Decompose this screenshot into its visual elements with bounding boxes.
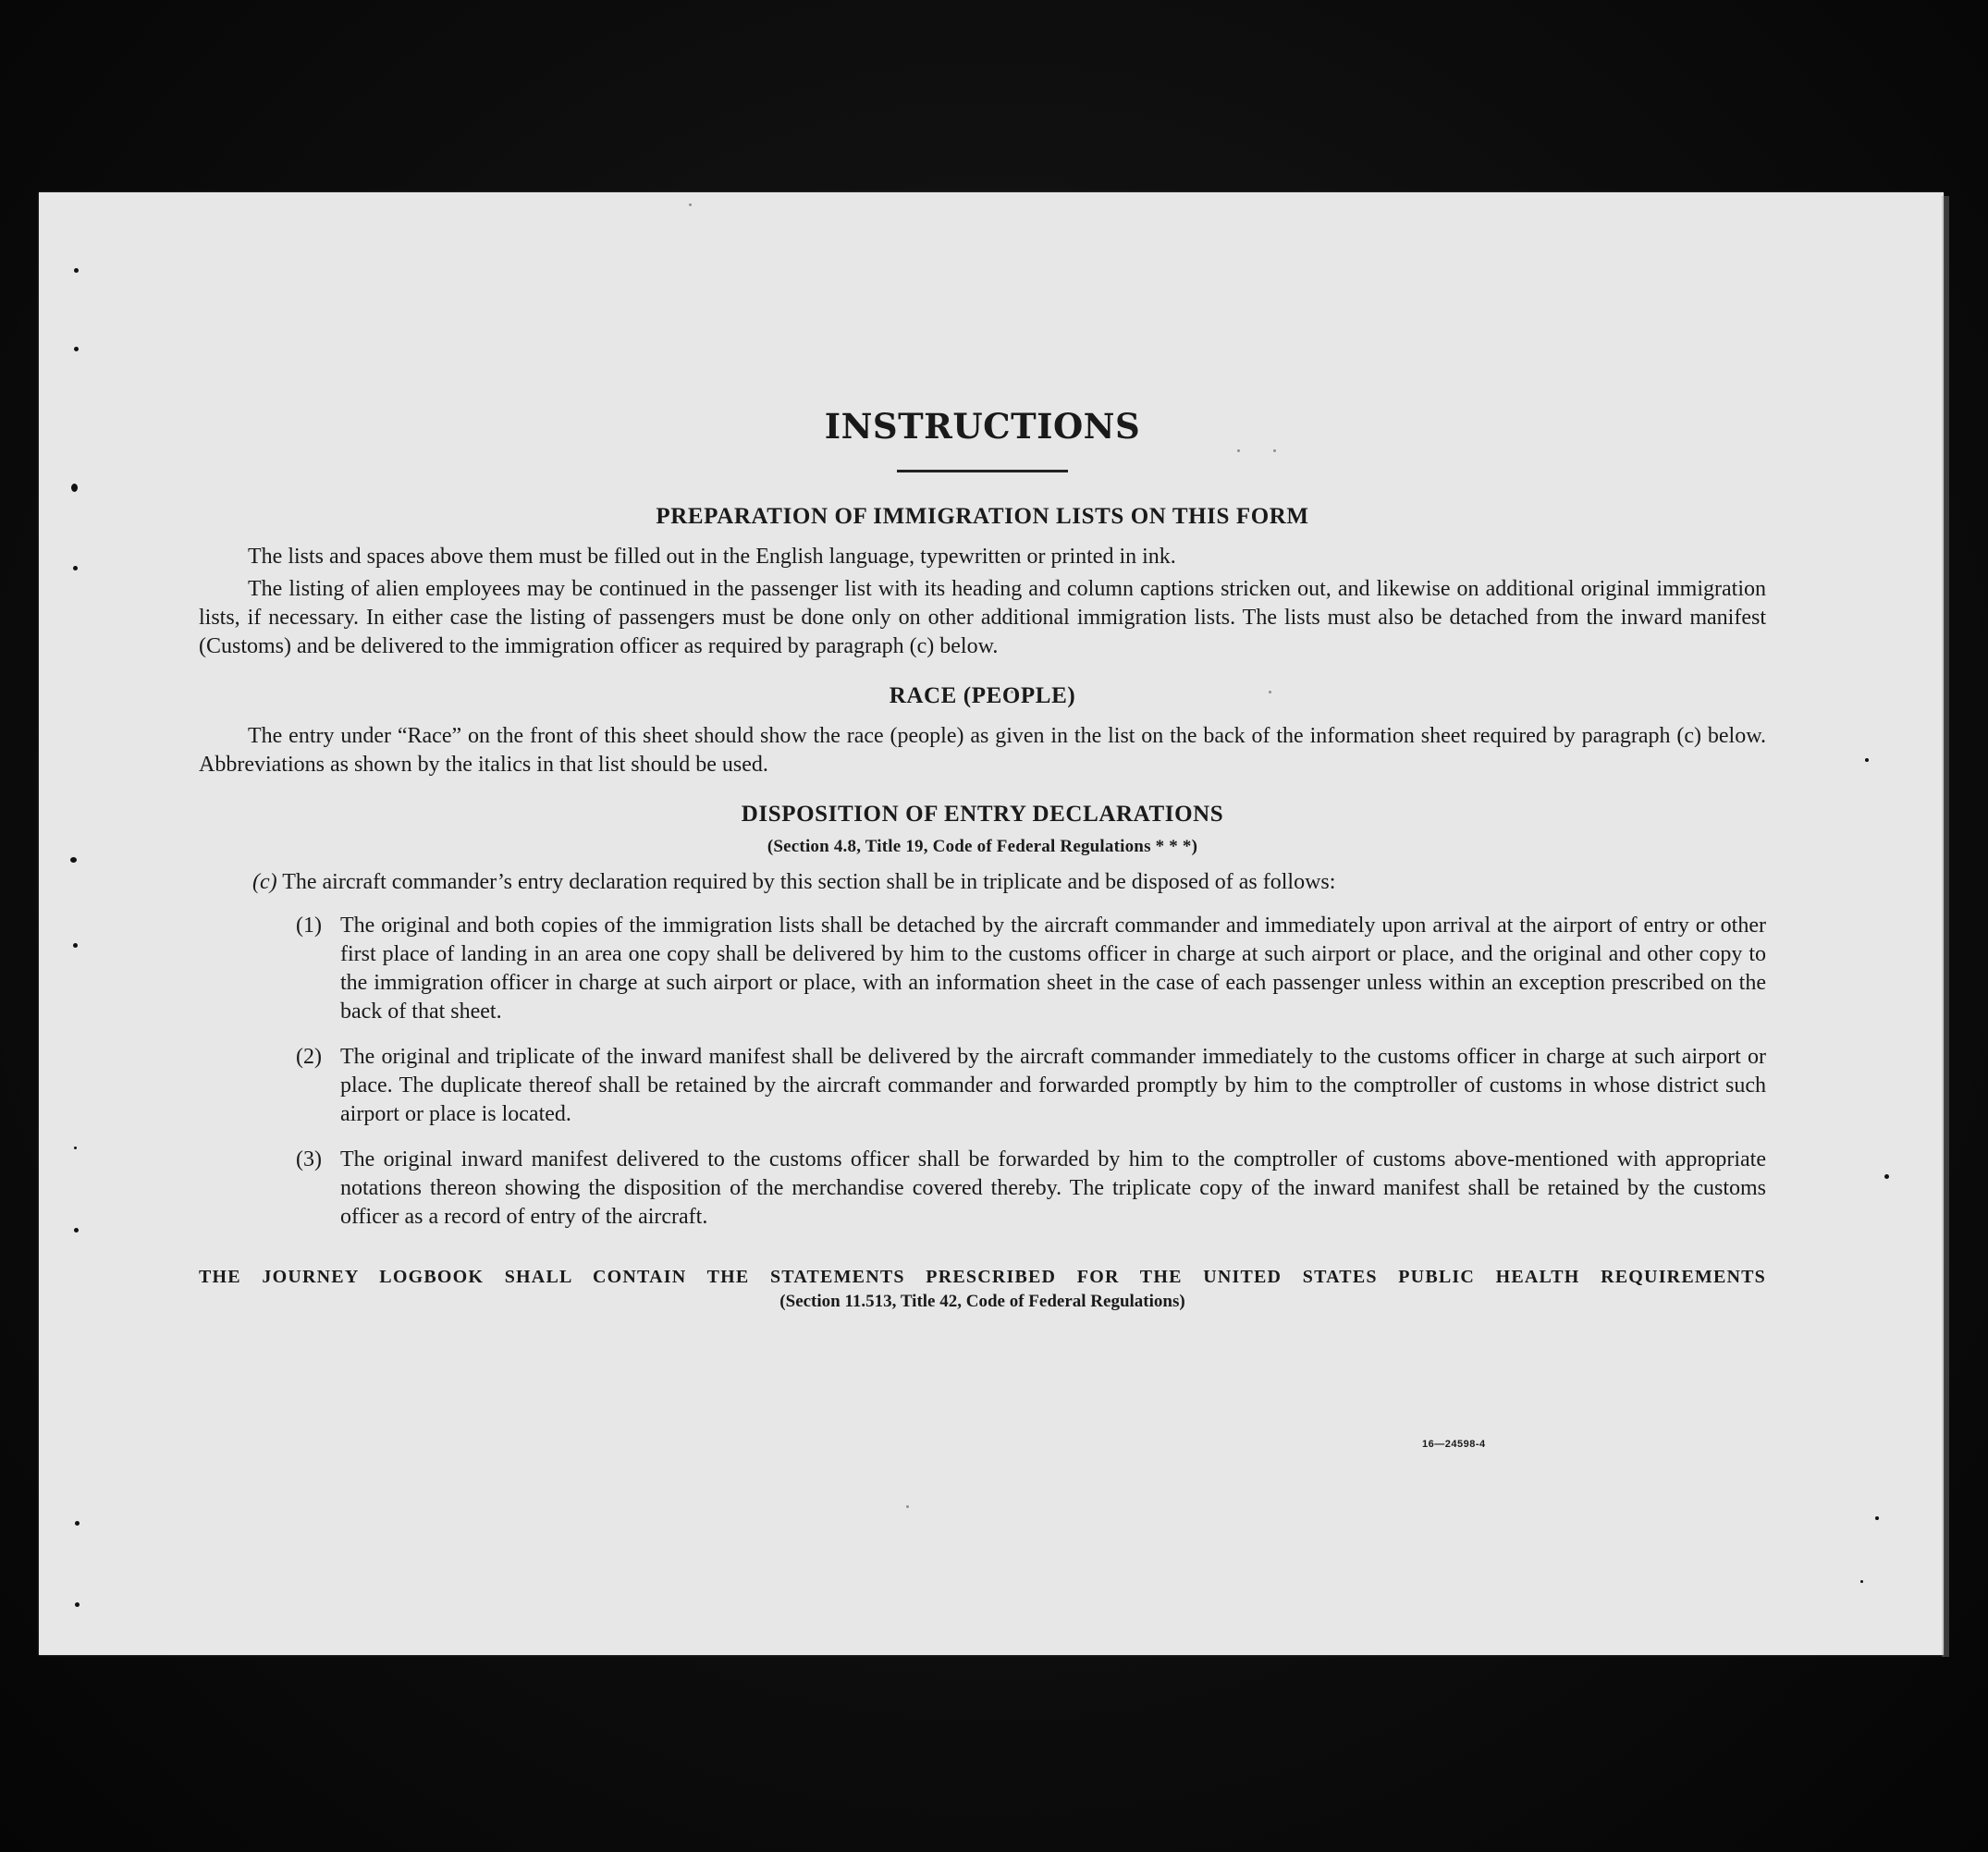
binder-hole [73,566,78,570]
health-statement: THE JOURNEY LOGBOOK SHALL CONTAIN THE STATEMENTS PRESCRIBED FOR THE UNITED STATES PUBLIC HEALTH REQUIREMENTS [199,1267,1766,1287]
paragraph-c-label: (c) [252,870,277,894]
preparation-heading: PREPARATION OF IMMIGRATION LISTS ON THIS FORM [656,504,1309,529]
paper-speck [906,1505,909,1508]
form-number: 16—24598-4 [1422,1439,1486,1450]
paragraph-c-text: The aircraft commander’s entry declaration required by this section shall be in triplicate and be disposed of as follows: [282,870,1336,894]
disposition-heading: DISPOSITION OF ENTRY DECLARATIONS [741,802,1224,827]
binder-hole [1860,1580,1863,1583]
list-item [199,1043,1766,1129]
binder-hole [75,1521,80,1526]
document-title: INSTRUCTIONS [824,406,1141,447]
binder-hole [71,484,78,492]
binder-hole [74,1228,79,1233]
binder-hole [1875,1516,1879,1520]
item-text: The original and triplicate of the inward manifest shall be delivered by the aircraft commander immediately to the customs officer in charge at such airport or place. The duplicate thereof shall be retained by the aircraft commander and forwarded promptly by him to the comptroller of customs in whose district such airport or place is located. [340,1045,1766,1126]
health-citation: (Section 11.513, Title 42, Code of Federal Regulations) [779,1292,1185,1311]
page-edge [1942,196,1949,1657]
binder-hole [74,347,79,351]
race-heading: RACE (PEOPLE) [889,683,1076,708]
item-number: (1) [296,914,322,938]
item-text: The original and both copies of the immigration lists shall be detached by the aircraft commander and immediately upon arrival at the airport of entry or other first place of landing in an area one copy shall be delivered by him to the customs officer in charge at such airport or place, and the original and other copy to the immigration officer in charge at such airport or place, with an information sheet in the case of each passenger unless within an exception prescribed on the back of that sheet. [340,914,1766,1024]
binder-hole [73,943,78,948]
title-underline [897,470,1068,472]
paper-speck [689,203,692,206]
list-item [199,1146,1766,1232]
document-body [199,407,1766,1312]
binder-hole [70,857,77,863]
item-number: (2) [296,1045,322,1069]
list-item [199,912,1766,1026]
paragraph-c [199,868,1766,897]
preparation-paragraph-2: The listing of alien employees may be continued in the passenger list with its heading and column captions stricken out, and likewise on additional original immigration lists, if necessary. In either case the listing of passengers must be done only on other additional immigration lists. The lists must also be detached from the inward manifest (Customs) and be delivered to the immigration officer as required by paragraph (c) below. [199,577,1766,658]
preparation-paragraph-1: The lists and spaces above them must be filled out in the English language, typewritten or printed in ink. [248,545,1176,569]
race-paragraph: The entry under “Race” on the front of this sheet should show the race (people) as given in the list on the back of the information sheet required by paragraph (c) below. Abbreviations as shown by the italics in that list should be used. [199,724,1766,777]
binder-hole [1884,1174,1889,1179]
binder-hole [1865,758,1869,762]
binder-hole [75,1602,80,1607]
item-text: The original inward manifest delivered to the customs officer shall be forwarded by him to the comptroller of customs above-mentioned with appropriate notations thereon showing the disposition of the merchandise covered thereby. The triplicate copy of the inward manifest shall be retained by the customs officer as a record of entry of the aircraft. [340,1147,1766,1229]
item-number: (3) [296,1147,322,1171]
disposition-citation: (Section 4.8, Title 19, Code of Federal Regulations * * *) [767,837,1198,856]
binder-hole [74,1147,77,1149]
binder-hole [74,268,79,273]
